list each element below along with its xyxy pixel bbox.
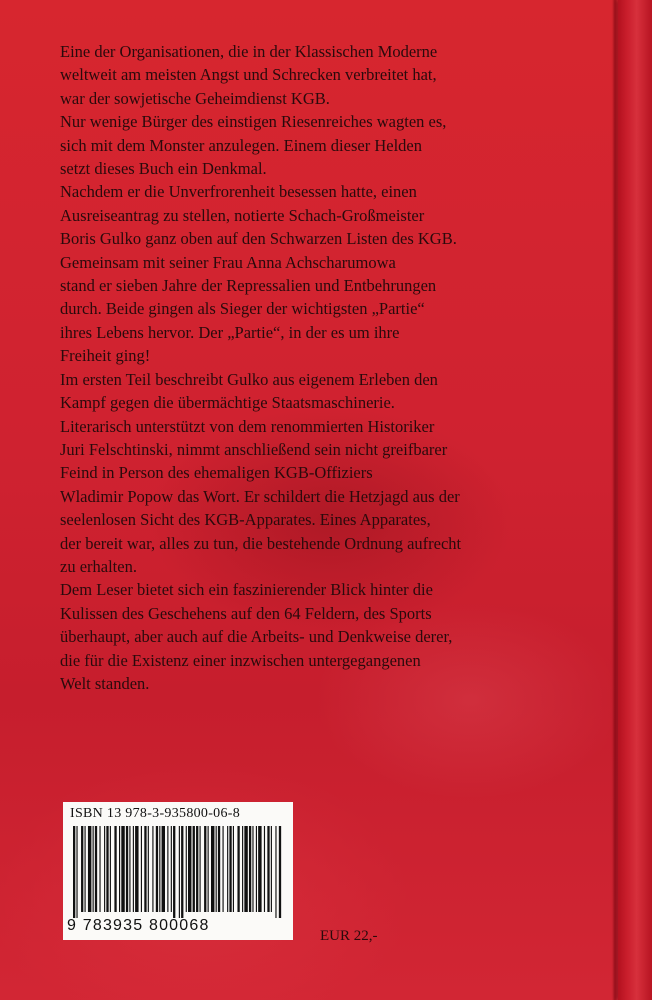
barcode-bar (181, 826, 183, 918)
blurb-line: Eine der Organisationen, die in der Klassischen Moderne (60, 42, 438, 61)
barcode-bar (200, 826, 201, 912)
barcode-bar (218, 826, 220, 912)
blurb-line: überhaupt, aber auch auf die Arbeits- und Denkweise derer, (60, 627, 453, 647)
blurb-line: sich mit dem Monster anzulegen. Einem dieser Helden (60, 135, 422, 155)
blurb-line: Nur wenige Bürger des einstigen Riesenreiches wagten es, (60, 112, 447, 132)
blurb-line: Freiheit ging! (60, 346, 151, 366)
blurb-line: zu erhalten. (60, 556, 137, 576)
blurb-text (60, 40, 560, 695)
barcode-bar (179, 826, 180, 918)
blurb-line: weltweit am meisten Angst und Schrecken verbreitet hat, (60, 65, 437, 85)
blurb-line: Im ersten Teil beschreibt Gulko aus eigenem Erleben den (60, 369, 438, 389)
barcode-bar (244, 826, 247, 912)
blurb-line: stand er sieben Jahre der Repressalien und Entbehrungen (60, 276, 437, 296)
barcode-bar (249, 826, 251, 912)
blurb-line: Juri Felschtinski, nimmt anschließend sein nicht greifbarer (60, 439, 448, 459)
barcode-bar (204, 826, 206, 912)
barcode-bar (93, 826, 94, 912)
barcode-bar (252, 826, 253, 912)
barcode-bar (152, 826, 153, 912)
barcode-bar (271, 826, 272, 912)
blurb-line: Dem Leser bietet sich ein faszinierender Blick hinter die (60, 580, 433, 600)
barcode-bar (114, 826, 116, 912)
barcode-bar (126, 826, 128, 912)
blurb-line: war der sowjetische Geheimdienst KGB. (60, 88, 330, 108)
barcode-bar (73, 826, 75, 918)
barcode-bars (71, 826, 285, 918)
isbn-number: ISBN 13 978-3-935800-06-8 (70, 806, 241, 821)
barcode-bar (216, 826, 217, 912)
barcode-bar (148, 826, 149, 912)
barcode-bar (173, 826, 175, 918)
barcode-bar (171, 826, 172, 912)
barcode-bar (227, 826, 228, 912)
barcode-bar (223, 826, 224, 912)
barcode-bar (237, 826, 239, 912)
blurb-line: Nachdem er die Unverfrorenheit besessen hatte, einen (60, 182, 417, 202)
ean-digits: 9 783935 800068 (67, 917, 210, 934)
barcode-bar (229, 826, 231, 912)
blurb-line: Literarisch unterstützt von dem renommierten Historiker (60, 416, 435, 436)
blurb-line: Kulissen des Geschehens auf den 64 Feldern, des Sports (60, 603, 432, 623)
barcode-bar (121, 826, 124, 912)
blurb-line: Welt standen. (60, 673, 150, 693)
barcode-bar (258, 826, 261, 912)
blurb-line: die für die Existenz einer inzwischen untergegangenen (60, 650, 421, 670)
barcode-bar (211, 826, 214, 912)
blurb-line: durch. Beide gingen als Sieger der wichtigsten „Partie“ (60, 299, 425, 319)
blurb-line: Feind in Person des ehemaligen KGB-Offiziers (60, 463, 373, 483)
barcode-bar (167, 826, 168, 912)
barcode-bar (104, 826, 105, 912)
barcode-bar (193, 826, 195, 912)
blurb-line: Gemeinsam mit seiner Frau Anna Achscharumowa (60, 252, 396, 272)
barcode-bar (95, 826, 97, 912)
spine-edge (618, 0, 652, 1000)
barcode-bar (133, 826, 134, 912)
barcode-bar (208, 826, 209, 912)
barcode-bar (188, 826, 191, 912)
barcode-bar (76, 826, 77, 918)
barcode-bar (119, 826, 120, 912)
barcode-bar (196, 826, 198, 912)
barcode-bar (88, 826, 91, 912)
barcode-bar (256, 826, 257, 912)
blurb-line: Ausreiseantrag zu stellen, notierte Schach-Großmeister (60, 205, 425, 225)
barcode-bar (99, 826, 100, 912)
barcode-bar (162, 826, 165, 912)
blurb-line: Wladimir Popow das Wort. Er schildert die Hetzjagd aus der (60, 486, 460, 506)
blurb-line: Boris Gulko ganz oben auf den Schwarzen Listen des KGB. (60, 229, 457, 249)
barcode-bar (85, 826, 86, 912)
barcode-bar (275, 826, 276, 918)
barcode-bar (159, 826, 160, 912)
barcode-bar (129, 826, 130, 912)
barcode-bar (110, 826, 111, 912)
blurb-line: seelenlosen Sicht des KGB-Apparates. Eines Apparates, (60, 510, 431, 530)
blurb-line: ihres Lebens hervor. Der „Partie“, in der es um ihre (60, 322, 400, 342)
barcode-bar (135, 826, 138, 912)
price-label: EUR 22,- (320, 928, 378, 944)
barcode-bar (144, 826, 146, 912)
barcode-bar (156, 826, 158, 912)
barcode-bar (267, 826, 269, 912)
barcode-bar (233, 826, 234, 912)
barcode-label (63, 802, 293, 940)
barcode-bar (186, 826, 187, 912)
blurb-line: setzt dieses Buch ein Denkmal. (60, 159, 267, 179)
barcode-bar (279, 826, 281, 918)
barcode-bar (106, 826, 108, 912)
barcode-bar (242, 826, 243, 912)
blurb-line: Kampf gegen die übermächtige Staatsmaschinerie. (60, 393, 395, 413)
blurb-line: der bereit war, alles zu tun, die bestehende Ordnung aufrecht (60, 533, 462, 553)
barcode-bar (264, 826, 265, 912)
barcode-bar (81, 826, 83, 912)
barcode-bar (141, 826, 142, 912)
